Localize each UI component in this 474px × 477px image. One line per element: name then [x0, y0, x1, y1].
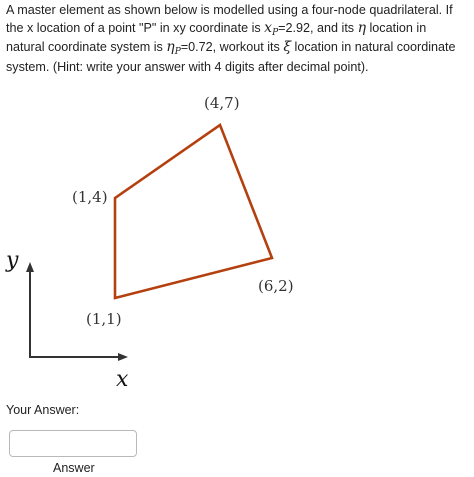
your-answer-label: Your Answer:: [6, 403, 80, 417]
p-subscript-2: P: [174, 47, 181, 57]
p-subscript: P: [272, 27, 279, 38]
y-axis-label: y: [6, 248, 19, 273]
answer-caption: Answer: [53, 461, 95, 475]
x-axis-label: x: [116, 367, 129, 392]
quadrilateral-element: [115, 125, 272, 298]
node-label-1-4: (1,4): [72, 188, 108, 206]
question-part-3: location in natural coordinate system is: [6, 20, 427, 54]
question-part-2: =2.92, and its: [278, 20, 358, 35]
eta-symbol: η: [357, 19, 366, 36]
eta-symbol-2: η: [166, 39, 175, 55]
question-part-1: A master element as shown below is modelled using a four-node quadrilateral. If the x location of a point "P" in xy coordinate is: [6, 3, 453, 35]
node-label-6-2: (6,2): [258, 277, 294, 295]
question-part-4: =0.72, workout its: [180, 40, 284, 54]
node-label-1-1: (1,1): [86, 310, 122, 328]
y-axis-arrowhead: [26, 262, 34, 272]
x-axis-arrowhead: [118, 353, 128, 361]
xi-symbol: ξ: [283, 39, 292, 55]
answer-input[interactable]: [9, 430, 137, 457]
question-part-5: location in natural coordinate system. (Hint: write your answer with 4 digits after decimal point).: [6, 40, 456, 74]
node-label-4-7: (4,7): [204, 94, 240, 112]
x-symbol: x: [264, 19, 273, 36]
